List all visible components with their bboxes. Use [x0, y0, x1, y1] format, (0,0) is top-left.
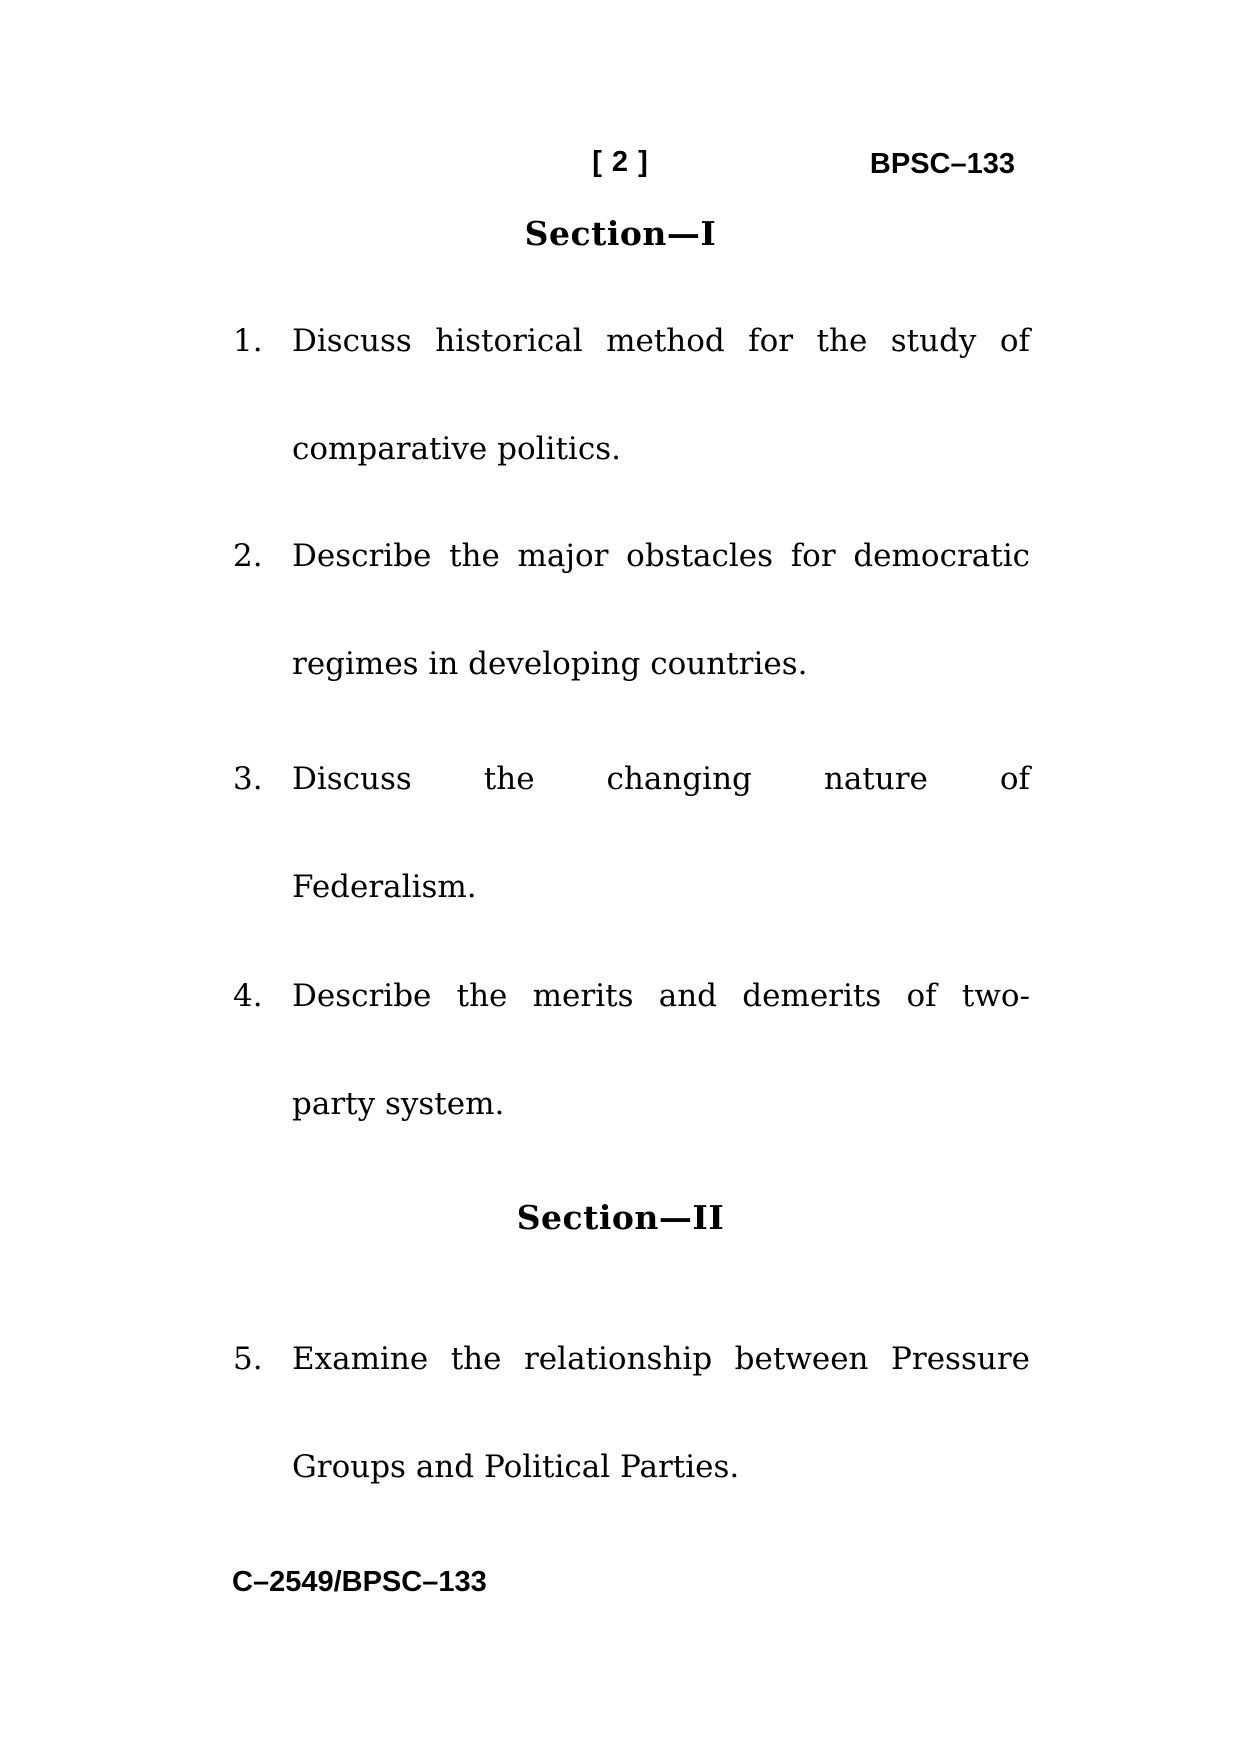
question-text	[292, 942, 1030, 1158]
page-number: [ 2 ]	[592, 146, 649, 178]
section-1-title: Section—I	[524, 214, 717, 253]
question-number: 2.	[233, 538, 263, 574]
question-text	[292, 725, 1030, 941]
question-line: Groups and Political Parties.	[292, 1449, 740, 1485]
question-line: comparative politics.	[292, 431, 621, 467]
question-item-1	[233, 287, 1030, 503]
question-line: party system.	[292, 1086, 505, 1122]
question-text	[292, 502, 1030, 718]
paper-code: BPSC–133	[869, 148, 1015, 180]
section-2-title: Section—II	[516, 1198, 725, 1237]
question-text	[292, 287, 1030, 503]
question-line: Federalism.	[292, 869, 477, 905]
question-number: 1.	[233, 323, 263, 359]
question-item-4	[233, 942, 1030, 1158]
question-line: Describe the merits and demerits of two-	[292, 978, 1030, 1014]
question-text	[292, 1305, 1030, 1521]
question-number: 4.	[233, 978, 263, 1014]
question-item-2	[233, 502, 1030, 718]
question-line: Discuss the changing nature of	[292, 761, 1030, 797]
question-number: 3.	[233, 761, 263, 797]
question-number: 5.	[233, 1341, 263, 1377]
question-line: Discuss historical method for the study of	[292, 323, 1030, 359]
question-item-5	[233, 1305, 1030, 1521]
question-line: regimes in developing countries.	[292, 646, 808, 682]
question-item-3	[233, 725, 1030, 941]
footer-paper-code: C–2549/BPSC–133	[232, 1566, 487, 1598]
question-line: Describe the major obstacles for democratic	[292, 538, 1030, 574]
question-line: Examine the relationship between Pressure	[292, 1341, 1030, 1377]
